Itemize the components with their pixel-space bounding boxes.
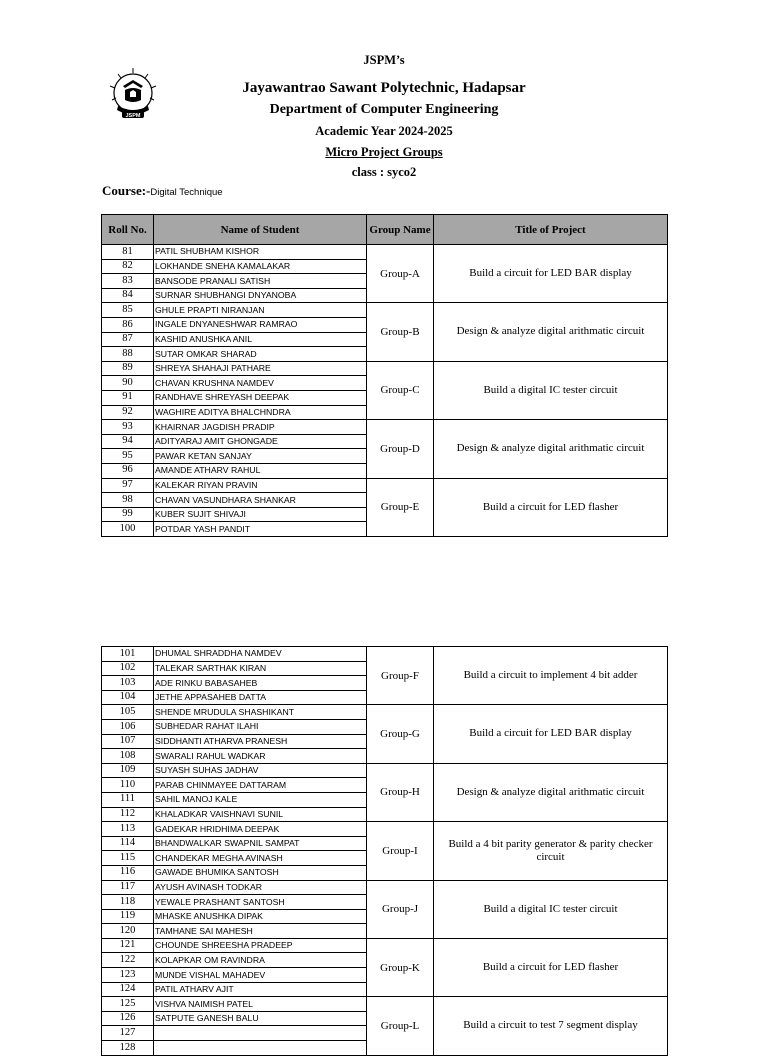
student-name-cell: SUBHEDAR RAHAT ILAHI — [154, 719, 367, 734]
student-name-cell: MHASKE ANUSHKA DIPAK — [154, 909, 367, 924]
student-name-cell: PAWAR KETAN SANJAY — [154, 449, 367, 464]
roll-number-cell: 82 — [102, 259, 154, 274]
student-name-cell: SUTAR OMKAR SHARAD — [154, 347, 367, 362]
roll-number-cell: 100 — [102, 522, 154, 537]
roll-number-cell: 87 — [102, 332, 154, 347]
group-name-cell: Group-C — [367, 361, 434, 419]
group-name-cell: Group-L — [367, 997, 434, 1055]
academic-year: Academic Year 2024-2025 — [315, 124, 453, 138]
student-name-cell: SHREYA SHAHAJI PATHARE — [154, 361, 367, 376]
student-name-cell: ADE RINKU BABASAHEB — [154, 676, 367, 691]
student-name-cell: MUNDE VISHAL MAHADEV — [154, 968, 367, 983]
roll-number-cell: 86 — [102, 317, 154, 332]
student-name-cell: SHENDE MRUDULA SHASHIKANT — [154, 705, 367, 720]
student-name-cell: BHANDWALKAR SWAPNIL SAMPAT — [154, 836, 367, 851]
student-name-cell: GAWADE BHUMIKA SANTOSH — [154, 865, 367, 880]
student-name-cell: CHAVAN VASUNDHARA SHANKAR — [154, 493, 367, 508]
roll-number-cell: 101 — [102, 647, 154, 662]
student-name-cell: YEWALE PRASHANT SANTOSH — [154, 895, 367, 910]
student-name-cell: KHALADKAR VAISHNAVI SUNIL — [154, 807, 367, 822]
roll-number-cell: 108 — [102, 749, 154, 764]
roll-number-cell: 91 — [102, 390, 154, 405]
table-row — [102, 303, 668, 318]
roll-number-cell: 119 — [102, 909, 154, 924]
project-title-cell: Build a circuit to implement 4 bit adder — [434, 647, 668, 705]
student-name-cell: DHUMAL SHRADDHA NAMDEV — [154, 647, 367, 662]
roll-number-cell: 127 — [102, 1026, 154, 1041]
student-name-cell: GADEKAR HRIDHIMA DEEPAK — [154, 822, 367, 837]
roll-number-cell: 109 — [102, 763, 154, 778]
table-row — [102, 997, 668, 1012]
project-title-cell: Build a digital IC tester circuit — [434, 361, 668, 419]
roll-number-cell: 122 — [102, 953, 154, 968]
student-name-cell — [154, 1026, 367, 1041]
roll-number-cell: 105 — [102, 705, 154, 720]
group-name-cell: Group-A — [367, 245, 434, 303]
roll-number-cell: 99 — [102, 507, 154, 522]
student-name-cell: KUBER SUJIT SHIVAJI — [154, 507, 367, 522]
jspm-logo-icon — [108, 66, 158, 124]
group-name-cell: Group-K — [367, 938, 434, 996]
student-name-cell: PATIL ATHARV AJIT — [154, 982, 367, 997]
course-label: Course:- — [102, 183, 151, 198]
roll-number-cell: 124 — [102, 982, 154, 997]
student-name-cell: CHOUNDE SHREESHA PRADEEP — [154, 938, 367, 953]
project-title-cell: Build a circuit for LED flasher — [434, 478, 668, 536]
roll-number-cell: 85 — [102, 303, 154, 318]
svg-text:JSPM: JSPM — [125, 113, 141, 119]
table-header-row — [102, 215, 668, 245]
student-name-cell: SURNAR SHUBHANGI DNYANOBA — [154, 288, 367, 303]
table-row — [102, 763, 668, 778]
roll-number-cell: 120 — [102, 924, 154, 939]
institute-name: Jayawantrao Sawant Polytechnic, Hadapsar — [242, 80, 526, 96]
student-name-cell: SATPUTE GANESH BALU — [154, 1011, 367, 1026]
student-name-cell: BANSODE PRANALI SATISH — [154, 274, 367, 289]
roll-number-cell: 102 — [102, 661, 154, 676]
student-name-cell: TAMHANE SAI MAHESH — [154, 924, 367, 939]
course-line — [102, 182, 223, 200]
student-name-cell: KALEKAR RIYAN PRAVIN — [154, 478, 367, 493]
group-name-cell: Group-J — [367, 880, 434, 938]
roll-number-cell: 83 — [102, 274, 154, 289]
group-name-cell: Group-B — [367, 303, 434, 361]
table-row — [102, 361, 668, 376]
roll-number-cell: 89 — [102, 361, 154, 376]
roll-number-cell: 121 — [102, 938, 154, 953]
group-name-cell: Group-G — [367, 705, 434, 763]
project-title-cell: Build a circuit for LED BAR display — [434, 245, 668, 303]
roll-number-cell: 117 — [102, 880, 154, 895]
student-name-cell: SWARALI RAHUL WADKAR — [154, 749, 367, 764]
col-header-title: Title of Project — [434, 215, 668, 245]
student-name-cell: SAHIL MANOJ KALE — [154, 792, 367, 807]
table-row — [102, 705, 668, 720]
student-name-cell: CHANDEKAR MEGHA AVINASH — [154, 851, 367, 866]
roll-number-cell: 128 — [102, 1041, 154, 1056]
student-name-cell: GHULE PRAPTI NIRANJAN — [154, 303, 367, 318]
group-name-cell: Group-F — [367, 647, 434, 705]
student-name-cell: CHAVAN KRUSHNA NAMDEV — [154, 376, 367, 391]
project-title-cell: Build a digital IC tester circuit — [434, 880, 668, 938]
roll-number-cell: 111 — [102, 792, 154, 807]
roll-number-cell: 93 — [102, 420, 154, 435]
roll-number-cell: 125 — [102, 997, 154, 1012]
roll-number-cell: 95 — [102, 449, 154, 464]
table-row — [102, 822, 668, 837]
roll-number-cell: 81 — [102, 245, 154, 260]
roll-number-cell: 110 — [102, 778, 154, 793]
roll-number-cell: 113 — [102, 822, 154, 837]
student-name-cell: VISHVA NAIMISH PATEL — [154, 997, 367, 1012]
student-name-cell: POTDAR YASH PANDIT — [154, 522, 367, 537]
table-row — [102, 420, 668, 435]
department-name: Department of Computer Engineering — [269, 102, 499, 117]
student-name-cell: SUYASH SUHAS JADHAV — [154, 763, 367, 778]
student-name-cell: AMANDE ATHARV RAHUL — [154, 463, 367, 478]
roll-number-cell: 107 — [102, 734, 154, 749]
project-title-cell: Build a circuit to test 7 segment display — [434, 997, 668, 1055]
student-name-cell: JETHE APPASAHEB DATTA — [154, 690, 367, 705]
document-title: Micro Project Groups — [325, 145, 443, 159]
project-title-cell: Design & analyze digital arithmatic circuit — [434, 303, 668, 361]
roll-number-cell: 84 — [102, 288, 154, 303]
groups-table-2 — [101, 646, 668, 1056]
student-name-cell: PARAB CHINMAYEE DATTARAM — [154, 778, 367, 793]
roll-number-cell: 94 — [102, 434, 154, 449]
student-name-cell: KASHID ANUSHKA ANIL — [154, 332, 367, 347]
project-title-cell: Design & analyze digital arithmatic circuit — [434, 763, 668, 821]
project-title-cell: Build a 4 bit parity generator & parity checker circuit — [434, 822, 668, 880]
roll-number-cell: 118 — [102, 895, 154, 910]
student-name-cell: AYUSH AVINASH TODKAR — [154, 880, 367, 895]
student-name-cell: PATIL SHUBHAM KISHOR — [154, 245, 367, 260]
student-name-cell: ADITYARAJ AMIT GHONGADE — [154, 434, 367, 449]
table-row — [102, 880, 668, 895]
col-header-roll: Roll No. — [102, 215, 154, 245]
student-name-cell: WAGHIRE ADITYA BHALCHNDRA — [154, 405, 367, 420]
roll-number-cell: 96 — [102, 463, 154, 478]
groups-table-1 — [101, 214, 668, 537]
roll-number-cell: 98 — [102, 493, 154, 508]
roll-number-cell: 126 — [102, 1011, 154, 1026]
student-name-cell: SIDDHANTI ATHARVA PRANESH — [154, 734, 367, 749]
group-name-cell: Group-D — [367, 420, 434, 478]
student-name-cell: LOKHANDE SNEHA KAMALAKAR — [154, 259, 367, 274]
table-row — [102, 938, 668, 953]
col-header-group: Group Name — [367, 215, 434, 245]
col-header-name: Name of Student — [154, 215, 367, 245]
student-name-cell: KOLAPKAR OM RAVINDRA — [154, 953, 367, 968]
course-value: Digital Technique — [150, 187, 223, 198]
class-line: class : syco2 — [351, 165, 417, 179]
group-name-cell: Group-I — [367, 822, 434, 880]
roll-number-cell: 103 — [102, 676, 154, 691]
table-row — [102, 245, 668, 260]
student-name-cell: INGALE DNYANESHWAR RAMRAO — [154, 317, 367, 332]
roll-number-cell: 114 — [102, 836, 154, 851]
group-name-cell: Group-E — [367, 478, 434, 536]
student-name-cell: RANDHAVE SHREYASH DEEPAK — [154, 390, 367, 405]
roll-number-cell: 112 — [102, 807, 154, 822]
project-title-cell: Build a circuit for LED flasher — [434, 938, 668, 996]
roll-number-cell: 104 — [102, 690, 154, 705]
student-name-cell: TALEKAR SARTHAK KIRAN — [154, 661, 367, 676]
project-title-cell: Build a circuit for LED BAR display — [434, 705, 668, 763]
roll-number-cell: 115 — [102, 851, 154, 866]
roll-number-cell: 97 — [102, 478, 154, 493]
roll-number-cell: 116 — [102, 865, 154, 880]
group-name-cell: Group-H — [367, 763, 434, 821]
table-row — [102, 647, 668, 662]
org-name: JSPM’s — [363, 53, 405, 67]
roll-number-cell: 106 — [102, 719, 154, 734]
roll-number-cell: 88 — [102, 347, 154, 362]
student-name-cell: KHAIRNAR JAGDISH PRADIP — [154, 420, 367, 435]
student-name-cell — [154, 1041, 367, 1056]
project-title-cell: Design & analyze digital arithmatic circuit — [434, 420, 668, 478]
roll-number-cell: 123 — [102, 968, 154, 983]
roll-number-cell: 92 — [102, 405, 154, 420]
roll-number-cell: 90 — [102, 376, 154, 391]
table-row — [102, 478, 668, 493]
